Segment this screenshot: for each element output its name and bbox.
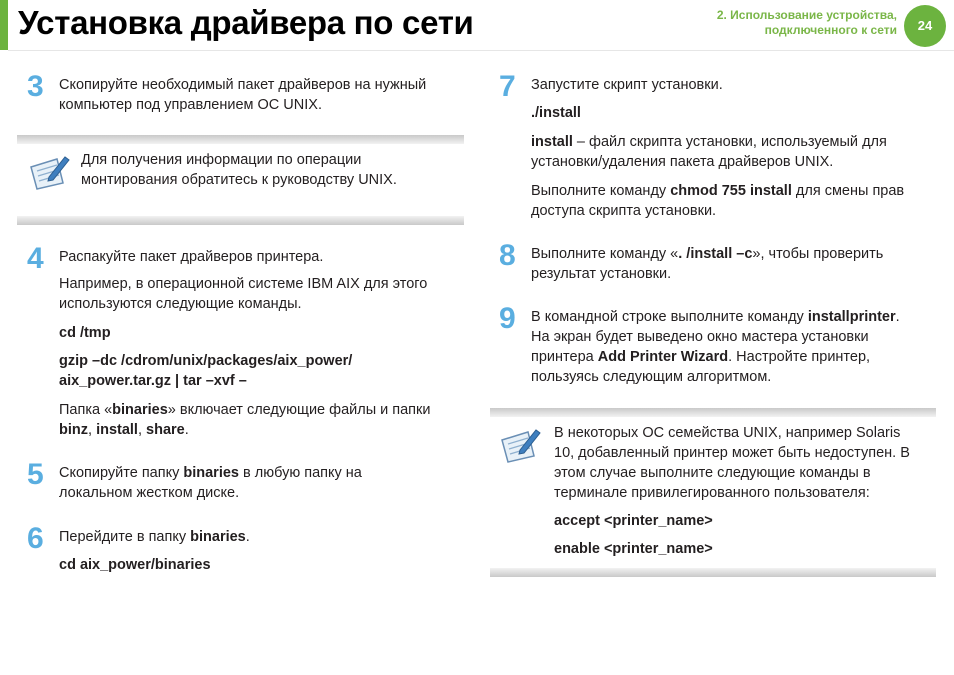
step-number: 6: [27, 522, 44, 555]
step-text: [531, 75, 904, 221]
step-text-line: Скопируйте папку binaries в любую папку на: [59, 465, 362, 481]
step-text-line: установки/удаления пакета драйверов UNIX.: [531, 154, 834, 170]
step-text-line: результат установки.: [531, 266, 672, 282]
step-number: 3: [27, 70, 44, 103]
step-text-line: принтера Add Printer Wizard. Настройте принтер,: [531, 349, 871, 365]
note-text-line: терминале привилегированного пользователя:: [554, 485, 870, 501]
step-text-line: Выполните команду «. /install –c», чтобы проверить: [531, 246, 884, 262]
step-3: [27, 70, 467, 125]
note-box-mount: [17, 135, 464, 225]
step-text-line: Например, в операционной системе IBM AIX для этого: [59, 276, 428, 292]
step-text-line: используются следующие команды.: [59, 296, 302, 312]
note-bottom-bar: [17, 216, 464, 225]
command-text: cd aix_power/binaries: [59, 557, 211, 573]
note-text: [81, 150, 397, 190]
header-divider: [8, 50, 954, 51]
step-4: [27, 242, 467, 447]
step-text-line: Распакуйте пакет драйверов принтера.: [59, 249, 324, 265]
header-accent-bar: [0, 0, 8, 50]
step-7: [499, 70, 949, 225]
step-text-line: пользуясь следующим алгоритмом.: [531, 369, 772, 385]
step-number: 9: [499, 302, 516, 335]
step-6: [27, 522, 467, 577]
step-text-line: В командной строке выполните команду installprinter.: [531, 309, 900, 325]
step-text-line: Скопируйте необходимый пакет драйверов на нужный: [59, 77, 427, 93]
step-text: [59, 527, 250, 575]
note-text-line: монтирования обратитесь к руководству UNIX.: [81, 172, 397, 188]
step-text: [59, 75, 426, 115]
note-box-solaris: [490, 408, 936, 577]
page-title: Установка драйвера по сети: [18, 4, 474, 41]
step-number: 5: [27, 458, 44, 491]
section-breadcrumb: [717, 8, 897, 38]
command-text: gzip –dc /cdrom/unix/packages/aix_power/: [59, 353, 353, 369]
note-top-bar: [490, 408, 936, 417]
step-text-line: install – файл скрипта установки, используемый для: [531, 134, 887, 150]
note-text-line: В некоторых ОС семейства UNIX, например Solaris: [554, 425, 901, 441]
step-text-line: binz, install, share.: [59, 422, 189, 438]
step-text-line: локальном жестком диске.: [59, 485, 240, 501]
step-number: 8: [499, 239, 516, 272]
step-text-line: Запустите скрипт установки.: [531, 77, 723, 93]
command-text: accept <printer_name>: [554, 513, 713, 529]
command-text: cd /tmp: [59, 325, 111, 341]
section-line-2: подключенного к сети: [764, 23, 897, 37]
page-number-badge: 24: [904, 5, 946, 47]
note-text-line: Для получения информации по операции: [81, 152, 362, 168]
step-text: [59, 463, 362, 503]
step-text-line: Выполните команду chmod 755 install для смены прав: [531, 183, 905, 199]
step-text: [531, 307, 900, 387]
command-text: ./install: [531, 105, 581, 121]
step-9: [499, 302, 949, 397]
step-number: 7: [499, 70, 516, 103]
step-number: 4: [27, 242, 44, 275]
step-text-line: Папка «binaries» включает следующие файлы и папки: [59, 402, 431, 418]
note-text: [554, 423, 910, 559]
command-text: enable <printer_name>: [554, 541, 713, 557]
step-text-line: Перейдите в папку binaries.: [59, 529, 250, 545]
step-text-line: компьютер под управлением ОС UNIX.: [59, 97, 322, 113]
step-8: [499, 239, 949, 294]
note-pencil-icon: [498, 426, 542, 469]
note-pencil-icon: [27, 153, 71, 196]
step-text-line: На экран будет выведено окно мастера установки: [531, 329, 869, 345]
command-text: aix_power.tar.gz | tar –xvf –: [59, 373, 247, 389]
step-5: [27, 458, 467, 513]
step-text: [531, 244, 883, 284]
note-top-bar: [17, 135, 464, 144]
step-text: [59, 247, 430, 440]
section-line-1: 2. Использование устройства,: [716, 8, 897, 22]
note-text-line: 10, добавленный принтер может быть недоступен. В: [554, 445, 910, 461]
note-text-line: этом случае выполните следующие команды в: [554, 465, 871, 481]
note-bottom-bar: [490, 568, 936, 577]
step-text-line: доступа скрипта установки.: [531, 203, 717, 219]
